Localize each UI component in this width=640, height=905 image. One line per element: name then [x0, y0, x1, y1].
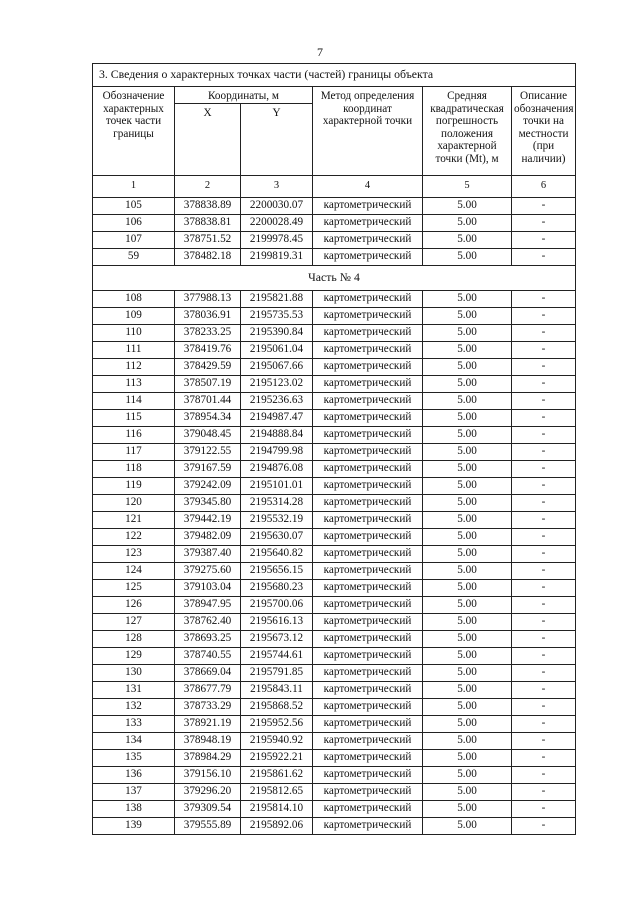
- coord-x: 379387.40: [175, 545, 241, 562]
- method: картометрический: [313, 800, 423, 817]
- table-row: [93, 800, 576, 817]
- table-row: [93, 426, 576, 443]
- point-description: -: [512, 613, 576, 630]
- error-mt: 5.00: [423, 817, 512, 834]
- error-mt: 5.00: [423, 613, 512, 630]
- method: картометрический: [313, 596, 423, 613]
- coord-x: 379156.10: [175, 766, 241, 783]
- method: картометрический: [313, 817, 423, 834]
- coord-x: 378669.04: [175, 664, 241, 681]
- table-row: [93, 460, 576, 477]
- table-row: [93, 749, 576, 766]
- error-mt: 5.00: [423, 324, 512, 341]
- point-number: 59: [93, 248, 175, 265]
- col-number: 1: [93, 175, 175, 197]
- method: картометрический: [313, 426, 423, 443]
- table-row: [93, 528, 576, 545]
- error-mt: 5.00: [423, 197, 512, 214]
- error-mt: 5.00: [423, 528, 512, 545]
- header-method: Метод определения координат характерной точки: [313, 87, 423, 176]
- point-number: 139: [93, 817, 175, 834]
- col-number: 6: [512, 175, 576, 197]
- coord-y: 2195630.07: [241, 528, 313, 545]
- coord-y: 2194799.98: [241, 443, 313, 460]
- method: картометрический: [313, 613, 423, 630]
- coord-y: 2195067.66: [241, 358, 313, 375]
- error-mt: 5.00: [423, 409, 512, 426]
- point-description: -: [512, 197, 576, 214]
- error-mt: 5.00: [423, 358, 512, 375]
- point-number: 117: [93, 443, 175, 460]
- error-mt: 5.00: [423, 460, 512, 477]
- coord-x: 379048.45: [175, 426, 241, 443]
- coord-y: 2195892.06: [241, 817, 313, 834]
- point-number: 133: [93, 715, 175, 732]
- method: картометрический: [313, 749, 423, 766]
- error-mt: 5.00: [423, 341, 512, 358]
- method: картометрический: [313, 214, 423, 231]
- coord-x: 378762.40: [175, 613, 241, 630]
- method: картометрический: [313, 392, 423, 409]
- error-mt: 5.00: [423, 698, 512, 715]
- error-mt: 5.00: [423, 596, 512, 613]
- point-description: -: [512, 426, 576, 443]
- error-mt: 5.00: [423, 579, 512, 596]
- point-description: -: [512, 341, 576, 358]
- coord-y: 2194888.84: [241, 426, 313, 443]
- coord-y: 2195735.53: [241, 307, 313, 324]
- coord-y: 2195940.92: [241, 732, 313, 749]
- point-number: 127: [93, 613, 175, 630]
- coord-y: 2195814.10: [241, 800, 313, 817]
- header-coordinates: Координаты, м: [175, 87, 313, 104]
- coord-y: 2200030.07: [241, 197, 313, 214]
- coord-x: 378948.19: [175, 732, 241, 749]
- coord-x: 378751.52: [175, 231, 241, 248]
- method: картометрический: [313, 197, 423, 214]
- coord-y: 2195821.88: [241, 290, 313, 307]
- coord-y: 2195812.65: [241, 783, 313, 800]
- coord-y: 2195532.19: [241, 511, 313, 528]
- table-row: [93, 732, 576, 749]
- coord-x: 378036.91: [175, 307, 241, 324]
- point-description: -: [512, 528, 576, 545]
- method: картометрический: [313, 341, 423, 358]
- table-row: [93, 545, 576, 562]
- method: картометрический: [313, 647, 423, 664]
- coord-x: 378740.55: [175, 647, 241, 664]
- table-row: [93, 341, 576, 358]
- point-description: -: [512, 545, 576, 562]
- col-number: 5: [423, 175, 512, 197]
- method: картометрический: [313, 630, 423, 647]
- error-mt: 5.00: [423, 783, 512, 800]
- table-row: [93, 579, 576, 596]
- coord-y: 2195616.13: [241, 613, 313, 630]
- section-title: 3. Сведения о характерных точках части (частей) границы объекта: [93, 64, 576, 87]
- error-mt: 5.00: [423, 766, 512, 783]
- error-mt: 5.00: [423, 800, 512, 817]
- point-number: 109: [93, 307, 175, 324]
- table-row: [93, 248, 576, 265]
- coord-x: 378838.89: [175, 197, 241, 214]
- page-number: 7: [317, 45, 323, 59]
- coord-y: 2195680.23: [241, 579, 313, 596]
- coord-x: 379103.04: [175, 579, 241, 596]
- point-description: -: [512, 715, 576, 732]
- point-description: -: [512, 596, 576, 613]
- point-description: -: [512, 307, 576, 324]
- table-row: [93, 494, 576, 511]
- error-mt: 5.00: [423, 749, 512, 766]
- point-number: 137: [93, 783, 175, 800]
- point-number: 138: [93, 800, 175, 817]
- header-point: Обозначение характерных точек части границы: [93, 87, 175, 176]
- point-number: 116: [93, 426, 175, 443]
- part-label: Часть № 4: [93, 265, 576, 290]
- coord-x: 379296.20: [175, 783, 241, 800]
- method: картометрический: [313, 248, 423, 265]
- point-number: 113: [93, 375, 175, 392]
- coord-x: 378677.79: [175, 681, 241, 698]
- coord-x: 378838.81: [175, 214, 241, 231]
- method: картометрический: [313, 307, 423, 324]
- point-description: -: [512, 392, 576, 409]
- point-number: 108: [93, 290, 175, 307]
- method: картометрический: [313, 562, 423, 579]
- point-number: 136: [93, 766, 175, 783]
- boundary-points-table: [92, 63, 576, 835]
- table-row: [93, 664, 576, 681]
- point-description: -: [512, 630, 576, 647]
- point-number: 110: [93, 324, 175, 341]
- point-number: 126: [93, 596, 175, 613]
- table-row: [93, 214, 576, 231]
- error-mt: 5.00: [423, 715, 512, 732]
- point-number: 135: [93, 749, 175, 766]
- coord-x: 378733.29: [175, 698, 241, 715]
- table-row: [93, 511, 576, 528]
- point-number: 121: [93, 511, 175, 528]
- point-number: 125: [93, 579, 175, 596]
- table-row: [93, 613, 576, 630]
- point-description: -: [512, 443, 576, 460]
- coord-x: 378947.95: [175, 596, 241, 613]
- coord-x: 378693.25: [175, 630, 241, 647]
- coord-y: 2195314.28: [241, 494, 313, 511]
- error-mt: 5.00: [423, 375, 512, 392]
- point-number: 111: [93, 341, 175, 358]
- coord-x: 379275.60: [175, 562, 241, 579]
- coord-x: 377988.13: [175, 290, 241, 307]
- table-row: [93, 307, 576, 324]
- coord-y: 2195861.62: [241, 766, 313, 783]
- point-description: -: [512, 749, 576, 766]
- point-description: -: [512, 698, 576, 715]
- point-number: 130: [93, 664, 175, 681]
- method: картометрический: [313, 579, 423, 596]
- method: картометрический: [313, 528, 423, 545]
- method: картометрический: [313, 545, 423, 562]
- error-mt: 5.00: [423, 477, 512, 494]
- table-row: [93, 817, 576, 834]
- coord-y: 2195673.12: [241, 630, 313, 647]
- table-row: [93, 783, 576, 800]
- table-row: [93, 698, 576, 715]
- method: картометрический: [313, 324, 423, 341]
- method: картометрический: [313, 409, 423, 426]
- table-row: [93, 766, 576, 783]
- error-mt: 5.00: [423, 511, 512, 528]
- point-description: -: [512, 409, 576, 426]
- coord-y: 2200028.49: [241, 214, 313, 231]
- coord-x: 379345.80: [175, 494, 241, 511]
- point-number: 106: [93, 214, 175, 231]
- point-number: 119: [93, 477, 175, 494]
- point-number: 132: [93, 698, 175, 715]
- table-row: [93, 324, 576, 341]
- method: картометрический: [313, 783, 423, 800]
- error-mt: 5.00: [423, 307, 512, 324]
- method: картометрический: [313, 231, 423, 248]
- point-description: -: [512, 511, 576, 528]
- point-description: -: [512, 248, 576, 265]
- error-mt: 5.00: [423, 248, 512, 265]
- coord-x: 378921.19: [175, 715, 241, 732]
- coord-y: 2195952.56: [241, 715, 313, 732]
- coord-y: 2195791.85: [241, 664, 313, 681]
- coord-x: 378507.19: [175, 375, 241, 392]
- table-row: [93, 647, 576, 664]
- table-row: [93, 443, 576, 460]
- coord-x: 378701.44: [175, 392, 241, 409]
- point-description: -: [512, 214, 576, 231]
- coord-y: 2194987.47: [241, 409, 313, 426]
- method: картометрический: [313, 766, 423, 783]
- point-number: 122: [93, 528, 175, 545]
- point-number: 120: [93, 494, 175, 511]
- coord-y: 2195390.84: [241, 324, 313, 341]
- error-mt: 5.00: [423, 562, 512, 579]
- error-mt: 5.00: [423, 630, 512, 647]
- error-mt: 5.00: [423, 647, 512, 664]
- coord-y: 2195101.01: [241, 477, 313, 494]
- coord-y: 2195922.21: [241, 749, 313, 766]
- error-mt: 5.00: [423, 664, 512, 681]
- coord-x: 378233.25: [175, 324, 241, 341]
- point-description: -: [512, 817, 576, 834]
- coord-x: 379309.54: [175, 800, 241, 817]
- point-number: 115: [93, 409, 175, 426]
- header-x: X: [175, 103, 241, 175]
- table-row: [93, 392, 576, 409]
- method: картометрический: [313, 477, 423, 494]
- coord-x: 378419.76: [175, 341, 241, 358]
- error-mt: 5.00: [423, 545, 512, 562]
- point-description: -: [512, 494, 576, 511]
- point-description: -: [512, 800, 576, 817]
- point-description: -: [512, 732, 576, 749]
- coord-y: 2195061.04: [241, 341, 313, 358]
- header-y: Y: [241, 103, 313, 175]
- point-description: -: [512, 647, 576, 664]
- method: картометрический: [313, 681, 423, 698]
- table-row: [93, 409, 576, 426]
- point-description: -: [512, 460, 576, 477]
- error-mt: 5.00: [423, 214, 512, 231]
- method: картометрический: [313, 290, 423, 307]
- method: картометрический: [313, 460, 423, 477]
- point-number: 112: [93, 358, 175, 375]
- point-description: -: [512, 783, 576, 800]
- coord-y: 2195700.06: [241, 596, 313, 613]
- method: картометрический: [313, 494, 423, 511]
- col-number: 3: [241, 175, 313, 197]
- table-row: [93, 630, 576, 647]
- method: картометрический: [313, 358, 423, 375]
- point-description: -: [512, 231, 576, 248]
- point-number: 134: [93, 732, 175, 749]
- table-row: [93, 596, 576, 613]
- point-description: -: [512, 664, 576, 681]
- point-description: -: [512, 766, 576, 783]
- coord-x: 379242.09: [175, 477, 241, 494]
- coord-x: 379482.09: [175, 528, 241, 545]
- point-number: 107: [93, 231, 175, 248]
- method: картометрический: [313, 511, 423, 528]
- col-number: 2: [175, 175, 241, 197]
- method: картометрический: [313, 698, 423, 715]
- method: картометрический: [313, 443, 423, 460]
- error-mt: 5.00: [423, 681, 512, 698]
- table-row: [93, 231, 576, 248]
- table-row: [93, 715, 576, 732]
- coord-y: 2195744.61: [241, 647, 313, 664]
- table-row: [93, 477, 576, 494]
- error-mt: 5.00: [423, 290, 512, 307]
- point-number: 114: [93, 392, 175, 409]
- point-description: -: [512, 579, 576, 596]
- coord-y: 2195236.63: [241, 392, 313, 409]
- col-number: 4: [313, 175, 423, 197]
- point-description: -: [512, 681, 576, 698]
- point-number: 118: [93, 460, 175, 477]
- coord-x: 379442.19: [175, 511, 241, 528]
- coord-y: 2194876.08: [241, 460, 313, 477]
- point-description: -: [512, 324, 576, 341]
- table-row: [93, 375, 576, 392]
- table-row: [93, 681, 576, 698]
- table-row: [93, 197, 576, 214]
- coord-x: 379555.89: [175, 817, 241, 834]
- error-mt: 5.00: [423, 426, 512, 443]
- point-number: 128: [93, 630, 175, 647]
- coord-y: 2199978.45: [241, 231, 313, 248]
- table-row: [93, 358, 576, 375]
- point-number: 124: [93, 562, 175, 579]
- table-row: [93, 562, 576, 579]
- error-mt: 5.00: [423, 392, 512, 409]
- coord-y: 2195843.11: [241, 681, 313, 698]
- method: картометрический: [313, 664, 423, 681]
- coord-x: 379167.59: [175, 460, 241, 477]
- error-mt: 5.00: [423, 443, 512, 460]
- coord-y: 2195656.15: [241, 562, 313, 579]
- header-description: Описание обозначения точки на местности (при наличии): [512, 87, 576, 176]
- coord-y: 2199819.31: [241, 248, 313, 265]
- point-description: -: [512, 477, 576, 494]
- method: картометрический: [313, 715, 423, 732]
- coord-x: 378954.34: [175, 409, 241, 426]
- point-number: 123: [93, 545, 175, 562]
- method: картометрический: [313, 375, 423, 392]
- point-description: -: [512, 290, 576, 307]
- method: картометрический: [313, 732, 423, 749]
- error-mt: 5.00: [423, 732, 512, 749]
- coord-x: 378429.59: [175, 358, 241, 375]
- coord-y: 2195868.52: [241, 698, 313, 715]
- point-number: 129: [93, 647, 175, 664]
- point-description: -: [512, 375, 576, 392]
- coord-y: 2195123.02: [241, 375, 313, 392]
- header-error: Средняя квадратическая погрешность положения характерной точки (Mt), м: [423, 87, 512, 176]
- point-number: 131: [93, 681, 175, 698]
- point-number: 105: [93, 197, 175, 214]
- error-mt: 5.00: [423, 231, 512, 248]
- point-description: -: [512, 562, 576, 579]
- table-row: [93, 290, 576, 307]
- coord-y: 2195640.82: [241, 545, 313, 562]
- coord-x: 378984.29: [175, 749, 241, 766]
- point-description: -: [512, 358, 576, 375]
- coord-x: 379122.55: [175, 443, 241, 460]
- coord-x: 378482.18: [175, 248, 241, 265]
- error-mt: 5.00: [423, 494, 512, 511]
